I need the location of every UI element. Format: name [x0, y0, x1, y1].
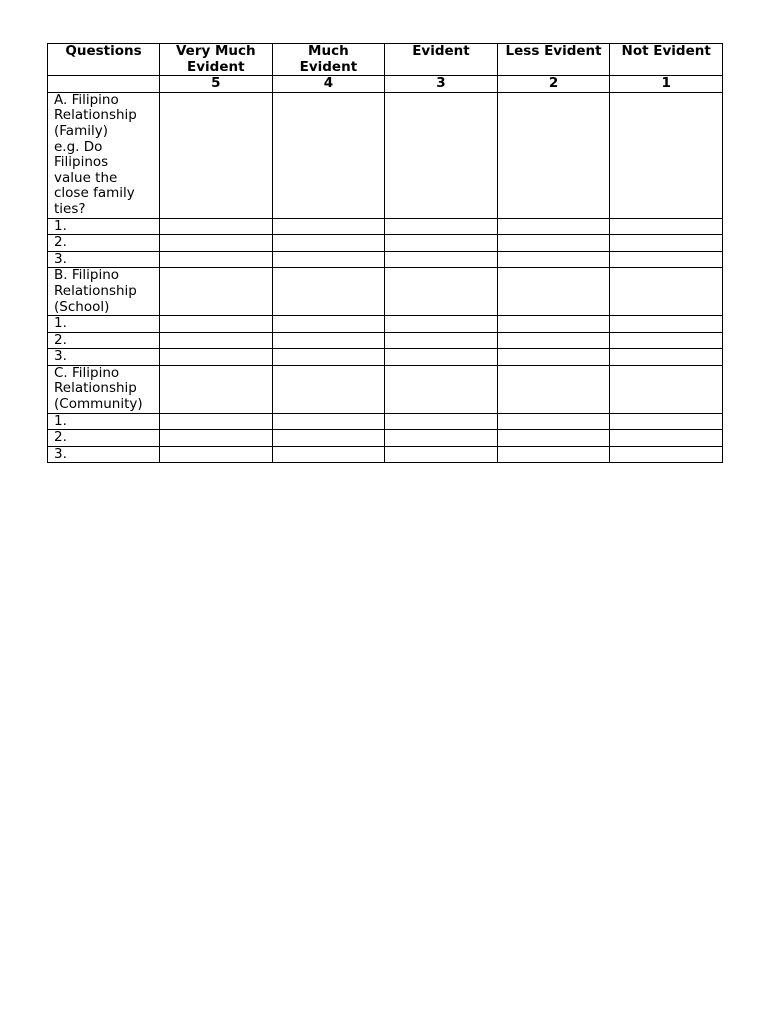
rating-cell — [610, 92, 723, 218]
rating-cell — [497, 365, 610, 413]
rating-cell — [610, 251, 723, 268]
rating-cell — [610, 268, 723, 316]
rating-cell — [497, 268, 610, 316]
column-header-not-evident: Not Evident — [610, 44, 723, 76]
rating-cell — [497, 92, 610, 218]
rating-cell — [497, 413, 610, 430]
rating-cell — [272, 316, 385, 333]
rating-cell — [610, 349, 723, 366]
rating-cell — [385, 268, 498, 316]
rating-cell — [272, 332, 385, 349]
section-heading-row-community — [48, 365, 723, 413]
item-number: 2. — [48, 332, 160, 349]
item-number: 3. — [48, 446, 160, 463]
item-row — [48, 430, 723, 447]
rating-cell — [160, 332, 273, 349]
item-row — [48, 218, 723, 235]
scale-value-1: 1 — [610, 76, 723, 93]
item-number: 3. — [48, 251, 160, 268]
section-heading-family: A. Filipino Relationship (Family) e.g. Do Filipinos value the close family ties? — [48, 92, 160, 218]
rating-cell — [610, 316, 723, 333]
item-number: 1. — [48, 316, 160, 333]
item-row — [48, 332, 723, 349]
section-heading-row-family — [48, 92, 723, 218]
rating-cell — [497, 235, 610, 252]
rating-cell — [160, 446, 273, 463]
rating-cell — [160, 251, 273, 268]
rating-cell — [497, 332, 610, 349]
rating-cell — [497, 218, 610, 235]
rating-cell — [497, 251, 610, 268]
column-header-much-evident: Much Evident — [272, 44, 385, 76]
rating-cell — [272, 92, 385, 218]
rating-cell — [160, 92, 273, 218]
item-number: 2. — [48, 430, 160, 447]
section-heading-school: B. Filipino Relationship (School) — [48, 268, 160, 316]
rating-cell — [272, 365, 385, 413]
rating-cell — [385, 92, 498, 218]
rating-cell — [385, 365, 498, 413]
rating-cell — [160, 349, 273, 366]
section-heading-row-school — [48, 268, 723, 316]
rating-cell — [610, 218, 723, 235]
rating-cell — [497, 430, 610, 447]
item-number: 3. — [48, 349, 160, 366]
item-number: 1. — [48, 413, 160, 430]
rating-cell — [610, 446, 723, 463]
rating-cell — [160, 268, 273, 316]
rating-cell — [497, 316, 610, 333]
rating-cell — [160, 316, 273, 333]
rating-cell — [610, 430, 723, 447]
rating-cell — [272, 235, 385, 252]
rating-cell — [160, 430, 273, 447]
rating-cell — [272, 446, 385, 463]
rating-cell — [497, 446, 610, 463]
column-header-evident: Evident — [385, 44, 498, 76]
rating-cell — [385, 235, 498, 252]
scale-blank-cell — [48, 76, 160, 93]
item-row — [48, 235, 723, 252]
rating-cell — [160, 413, 273, 430]
scale-row — [48, 76, 723, 93]
rating-cell — [385, 316, 498, 333]
rating-cell — [385, 332, 498, 349]
column-header-questions: Questions — [48, 44, 160, 76]
rating-cell — [272, 251, 385, 268]
rating-table — [47, 43, 723, 463]
rating-cell — [272, 349, 385, 366]
item-number: 2. — [48, 235, 160, 252]
item-row — [48, 413, 723, 430]
rating-cell — [385, 430, 498, 447]
item-row — [48, 251, 723, 268]
rating-cell — [497, 349, 610, 366]
item-row — [48, 349, 723, 366]
rating-cell — [272, 268, 385, 316]
scale-value-2: 2 — [497, 76, 610, 93]
column-header-less-evident: Less Evident — [497, 44, 610, 76]
scale-value-3: 3 — [385, 76, 498, 93]
rating-cell — [385, 218, 498, 235]
rating-cell — [385, 349, 498, 366]
rating-cell — [160, 218, 273, 235]
item-row — [48, 446, 723, 463]
rating-cell — [385, 446, 498, 463]
rating-cell — [272, 413, 385, 430]
rating-cell — [160, 235, 273, 252]
header-row — [48, 44, 723, 76]
scale-value-4: 4 — [272, 76, 385, 93]
rating-cell — [385, 251, 498, 268]
item-row — [48, 316, 723, 333]
rating-cell — [610, 413, 723, 430]
rating-cell — [272, 218, 385, 235]
rating-cell — [610, 235, 723, 252]
scale-value-5: 5 — [160, 76, 273, 93]
rating-cell — [385, 413, 498, 430]
section-heading-community: C. Filipino Relationship (Community) — [48, 365, 160, 413]
rating-cell — [610, 365, 723, 413]
column-header-very-much-evident: Very Much Evident — [160, 44, 273, 76]
rating-cell — [272, 430, 385, 447]
rating-cell — [160, 365, 273, 413]
rating-cell — [610, 332, 723, 349]
item-number: 1. — [48, 218, 160, 235]
